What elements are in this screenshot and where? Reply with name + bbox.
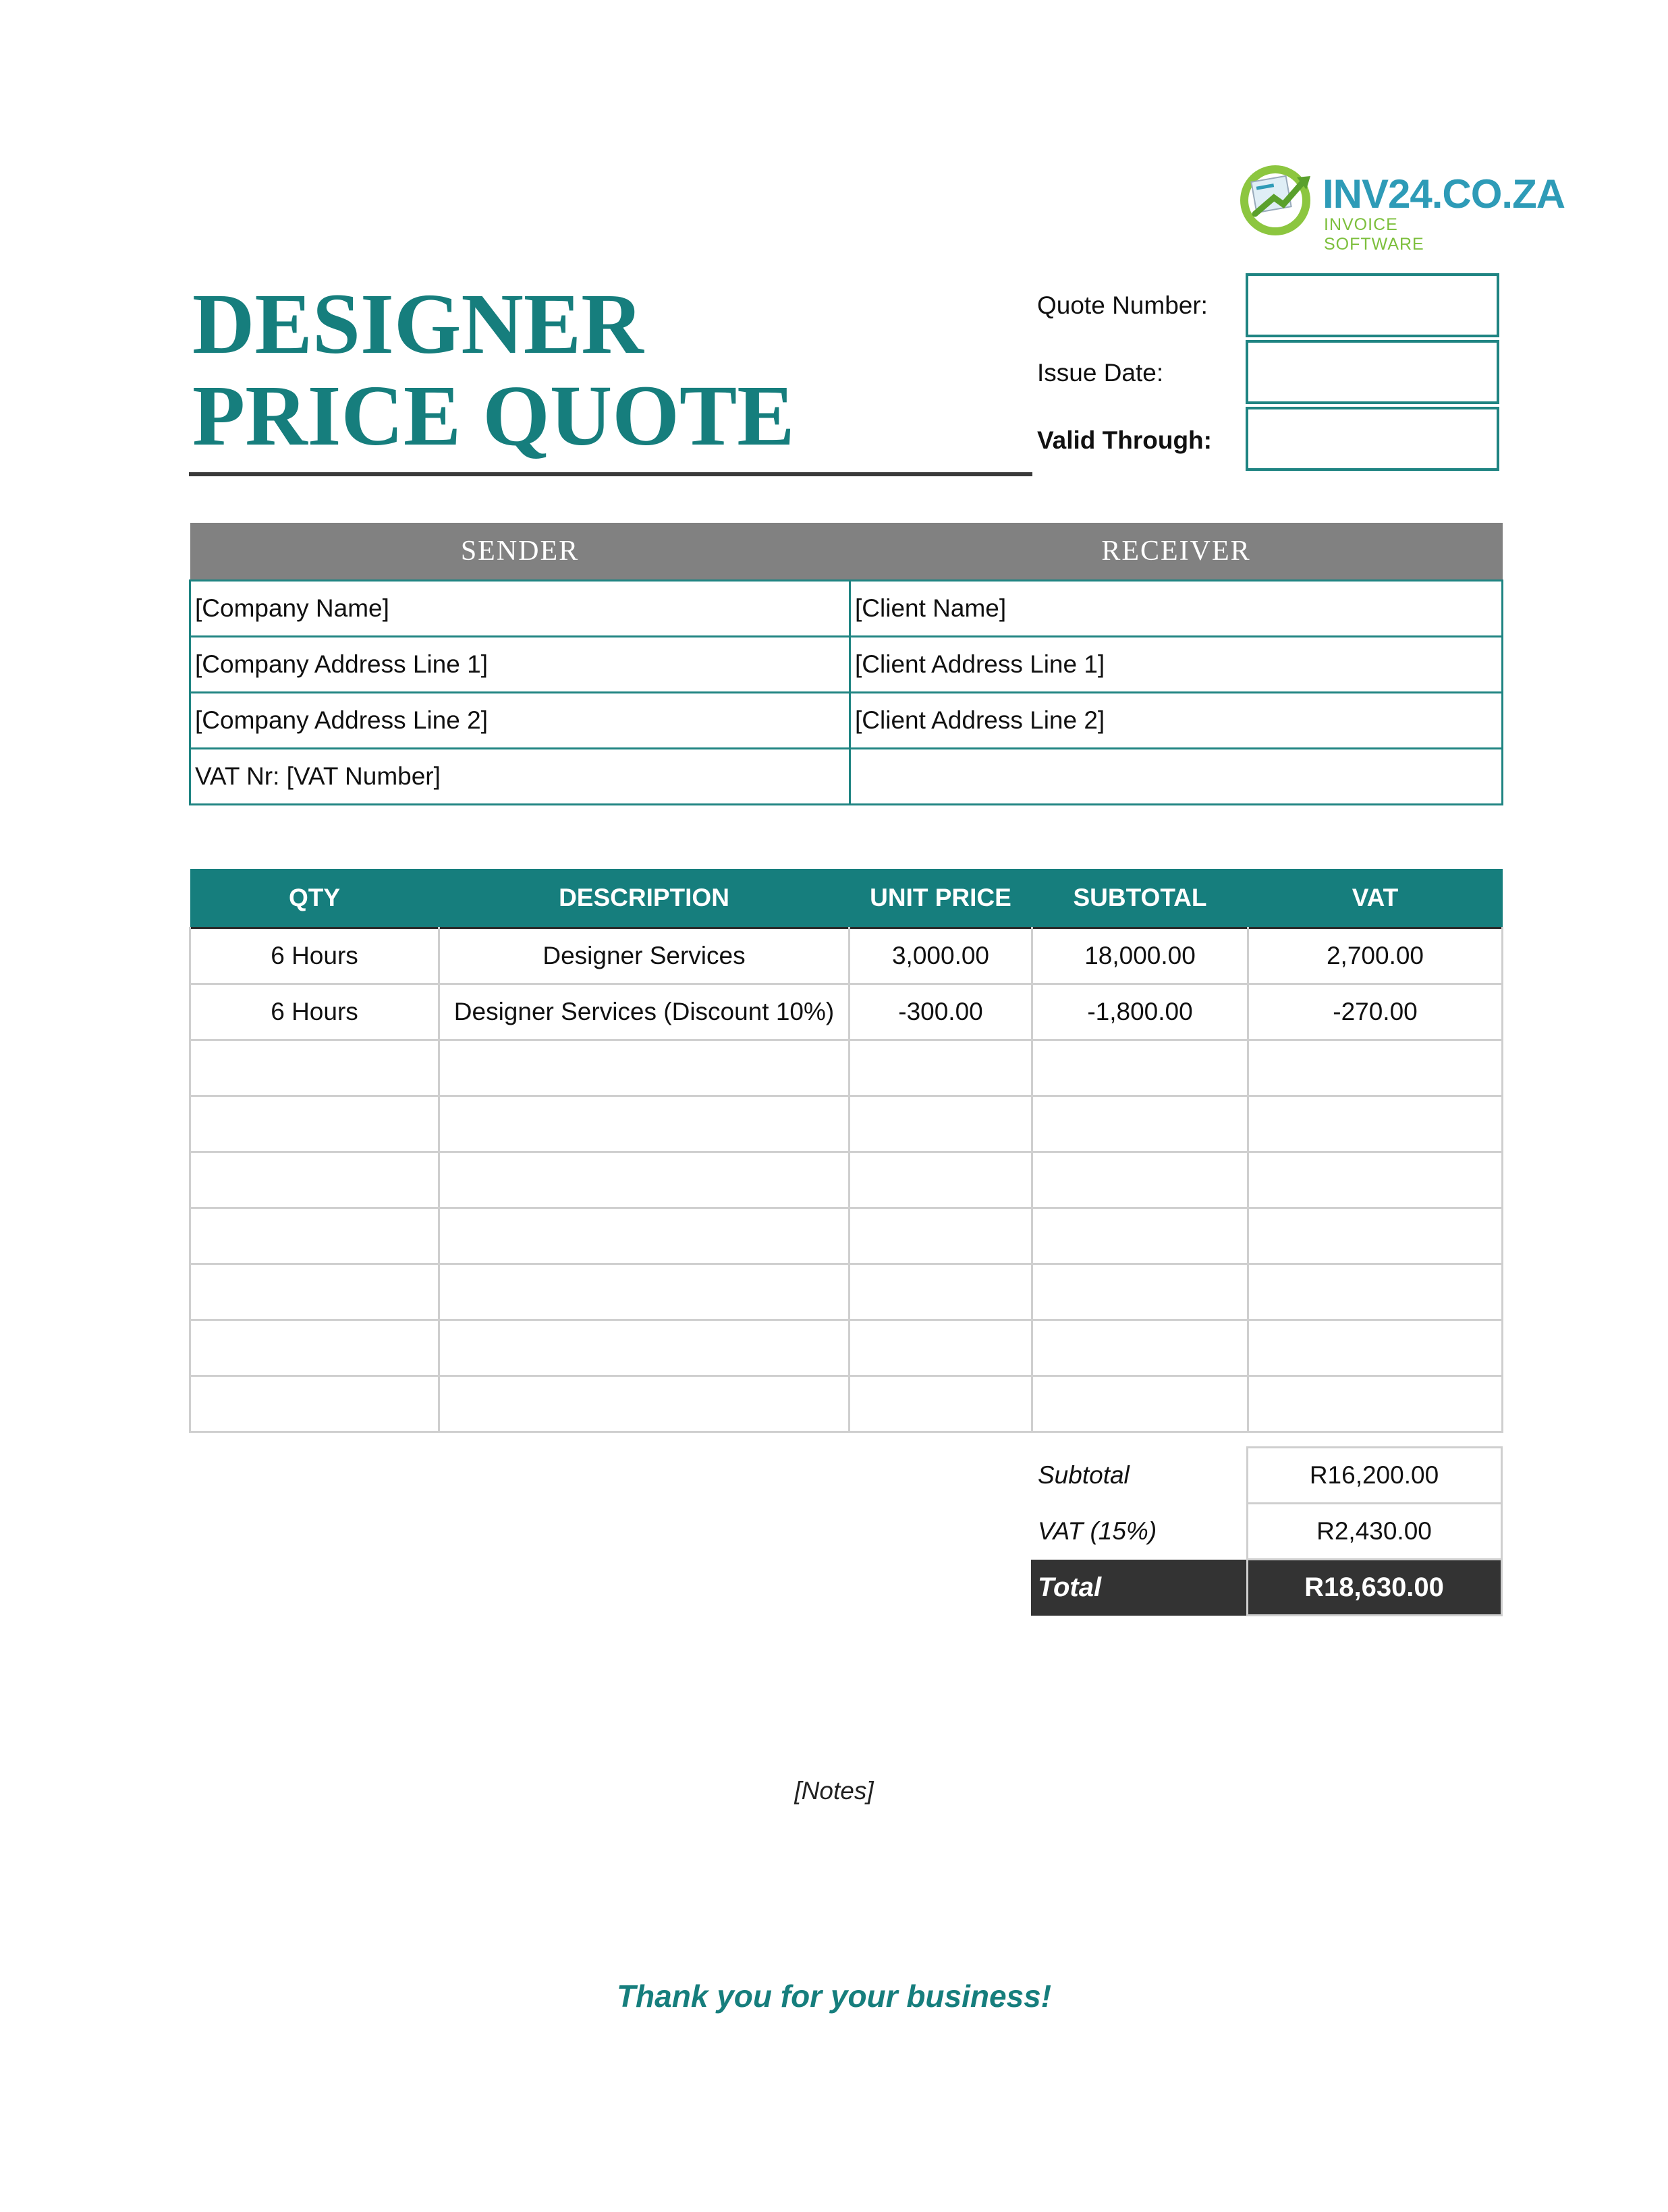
subtotal-cell[interactable] xyxy=(1032,1152,1248,1208)
unit-price-cell[interactable] xyxy=(850,1040,1032,1096)
header-description: DESCRIPTION xyxy=(439,869,850,928)
quote-number-field[interactable] xyxy=(1246,273,1499,337)
description-cell[interactable] xyxy=(439,1096,850,1152)
issue-date-label: Issue Date: xyxy=(1037,359,1164,387)
receiver-address-line-2[interactable]: [Client Address Line 2] xyxy=(850,693,1503,749)
table-row xyxy=(190,928,1503,984)
quote-number-label: Quote Number: xyxy=(1037,291,1208,319)
vat-cell[interactable] xyxy=(1248,1152,1503,1208)
title-divider xyxy=(189,472,1032,476)
subtotal-cell[interactable] xyxy=(1032,1096,1248,1152)
total-label: Total xyxy=(1031,1560,1247,1616)
qty-cell[interactable] xyxy=(190,1096,439,1152)
qty-cell[interactable] xyxy=(190,1040,439,1096)
description-cell[interactable] xyxy=(439,1264,850,1320)
header-qty: QTY xyxy=(190,869,439,928)
vat-cell[interactable] xyxy=(1248,1264,1503,1320)
vat-value: R2,430.00 xyxy=(1247,1504,1501,1560)
logo-badge-icon xyxy=(1235,159,1316,239)
qty-cell[interactable]: 6 Hours xyxy=(190,928,439,984)
logo-tagline: INVOICE SOFTWARE xyxy=(1324,215,1424,254)
sender-vat-number[interactable]: VAT Nr: [VAT Number] xyxy=(190,749,850,805)
unit-price-cell[interactable]: 3,000.00 xyxy=(850,928,1032,984)
description-cell[interactable] xyxy=(439,1376,850,1432)
description-cell[interactable] xyxy=(439,1152,850,1208)
header-vat: VAT xyxy=(1248,869,1503,928)
description-cell[interactable] xyxy=(439,1040,850,1096)
vat-cell[interactable] xyxy=(1248,1320,1503,1376)
qty-cell[interactable] xyxy=(190,1208,439,1264)
sender-address-line-1[interactable]: [Company Address Line 1] xyxy=(190,637,850,693)
table-row xyxy=(190,1208,1503,1264)
subtotal-cell[interactable] xyxy=(1032,1040,1248,1096)
header-unit-price: UNIT PRICE xyxy=(850,869,1032,928)
line-items-table xyxy=(189,869,1503,1433)
notes-text[interactable]: [Notes] xyxy=(794,1777,874,1805)
unit-price-cell[interactable] xyxy=(850,1096,1032,1152)
table-row xyxy=(190,1264,1503,1320)
vat-label: VAT (15%) xyxy=(1038,1517,1157,1545)
sender-company-name[interactable]: [Company Name] xyxy=(190,581,850,637)
qty-cell[interactable] xyxy=(190,1264,439,1320)
subtotal-cell[interactable]: 18,000.00 xyxy=(1032,928,1248,984)
receiver-address-line-1[interactable]: [Client Address Line 1] xyxy=(850,637,1503,693)
title-line-2: PRICE QUOTE xyxy=(192,368,795,463)
vat-cell[interactable] xyxy=(1248,1096,1503,1152)
unit-price-cell[interactable] xyxy=(850,1320,1032,1376)
subtotal-cell[interactable] xyxy=(1032,1208,1248,1264)
subtotal-cell[interactable] xyxy=(1032,1376,1248,1432)
unit-price-cell[interactable]: -300.00 xyxy=(850,984,1032,1040)
subtotal-cell[interactable] xyxy=(1032,1320,1248,1376)
table-row xyxy=(190,1376,1503,1432)
sender-receiver-table xyxy=(189,523,1503,805)
issue-date-field[interactable] xyxy=(1246,340,1499,404)
description-cell[interactable]: Designer Services xyxy=(439,928,850,984)
title-line-1: DESIGNER xyxy=(192,276,644,372)
valid-through-label: Valid Through: xyxy=(1037,426,1212,454)
subtotal-cell[interactable] xyxy=(1032,1264,1248,1320)
table-row xyxy=(190,984,1503,1040)
document-title xyxy=(192,278,795,461)
qty-cell[interactable] xyxy=(190,1152,439,1208)
totals-table xyxy=(1031,1446,1503,1616)
company-logo xyxy=(1235,159,1565,254)
description-cell[interactable] xyxy=(439,1208,850,1264)
description-cell[interactable] xyxy=(439,1320,850,1376)
logo-text: INV24.CO.ZA xyxy=(1323,171,1565,217)
unit-price-cell[interactable] xyxy=(850,1376,1032,1432)
unit-price-cell[interactable] xyxy=(850,1208,1032,1264)
receiver-client-name[interactable]: [Client Name] xyxy=(850,581,1503,637)
vat-cell[interactable] xyxy=(1248,1208,1503,1264)
vat-cell[interactable] xyxy=(1248,1040,1503,1096)
sender-header: SENDER xyxy=(190,523,850,581)
vat-cell[interactable]: -270.00 xyxy=(1248,984,1503,1040)
vat-cell[interactable]: 2,700.00 xyxy=(1248,928,1503,984)
qty-cell[interactable] xyxy=(190,1376,439,1432)
table-row xyxy=(190,1040,1503,1096)
unit-price-cell[interactable] xyxy=(850,1152,1032,1208)
header-subtotal: SUBTOTAL xyxy=(1032,869,1248,928)
vat-cell[interactable] xyxy=(1248,1376,1503,1432)
table-row xyxy=(190,1320,1503,1376)
receiver-empty-cell[interactable] xyxy=(850,749,1503,805)
unit-price-cell[interactable] xyxy=(850,1264,1032,1320)
receiver-header: RECEIVER xyxy=(850,523,1503,581)
subtotal-cell[interactable]: -1,800.00 xyxy=(1032,984,1248,1040)
valid-through-field[interactable] xyxy=(1246,407,1499,471)
subtotal-label: Subtotal xyxy=(1038,1461,1130,1489)
subtotal-value: R16,200.00 xyxy=(1247,1448,1501,1504)
description-cell[interactable]: Designer Services (Discount 10%) xyxy=(439,984,850,1040)
qty-cell[interactable] xyxy=(190,1320,439,1376)
qty-cell[interactable]: 6 Hours xyxy=(190,984,439,1040)
total-value: R18,630.00 xyxy=(1247,1560,1501,1616)
sender-address-line-2[interactable]: [Company Address Line 2] xyxy=(190,693,850,749)
thank-you-message: Thank you for your business! xyxy=(616,1979,1052,2014)
table-row xyxy=(190,1152,1503,1208)
table-row xyxy=(190,1096,1503,1152)
